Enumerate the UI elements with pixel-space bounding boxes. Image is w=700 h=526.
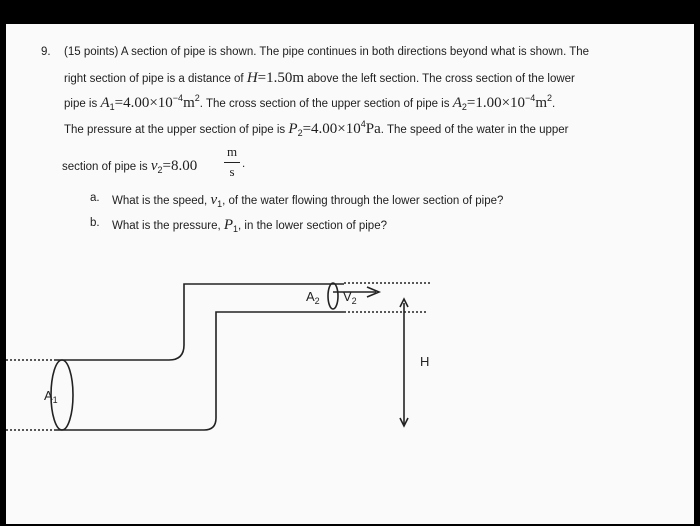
pipe-inner-wall — [54, 312, 344, 430]
problem-intro: (15 points) A section of pipe is shown. The pipe continues in both directions beyond what is shown. The — [64, 46, 590, 58]
speed-v2-value: =8.00 — [162, 158, 198, 174]
problem-line-2: right section of pipe is a distance of H=1.50m above the left section. The cross section of the lower — [64, 70, 575, 86]
problem-line-5: section of pipe is $v_2=8.00$ — [62, 158, 198, 175]
problem-page — [6, 24, 694, 524]
label-a2: $A_2$ — [306, 289, 320, 306]
pressure-p2-value: =4.00×10 — [302, 121, 361, 137]
area-a2-value: =1.00×10 — [466, 95, 526, 111]
label-a1: $A_1$ — [44, 388, 58, 405]
symbol-H: H — [246, 70, 258, 86]
label-H: H — [420, 354, 430, 369]
unit-numerator: m — [226, 144, 238, 159]
height-value: =1.50m — [257, 70, 305, 86]
pipe-diagram — [6, 24, 694, 524]
a2-cross-section — [328, 283, 338, 309]
label-v2: $V_2$ — [343, 289, 357, 306]
question-a-label: a. — [90, 192, 100, 204]
unit-denominator: s — [229, 164, 235, 179]
problem-number: 9. — [41, 46, 51, 58]
problem-line-3: pipe is $A_1=4.00\times 10^{-4}m^2$. The cross section of the upper section of pipe is $A_2=1.00\times 10^{-4}m^2$. — [64, 93, 556, 112]
line-5-period: . — [242, 158, 246, 170]
question-b-label: b. — [90, 217, 100, 229]
pipe-outer-wall — [54, 284, 344, 360]
question-b-text: What is the pressure, $P_1$, in the lower section of pipe? — [112, 217, 387, 234]
area-a1-value: =4.00×10 — [114, 95, 173, 111]
question-a-text: What is the speed, $v_1$, of the water flowing through the lower section of pipe? — [112, 192, 504, 209]
problem-line-4: The pressure at the upper section of pipe is $P_2=4.00\times 10^4Pa$. The speed of the water in the upper — [64, 119, 569, 138]
